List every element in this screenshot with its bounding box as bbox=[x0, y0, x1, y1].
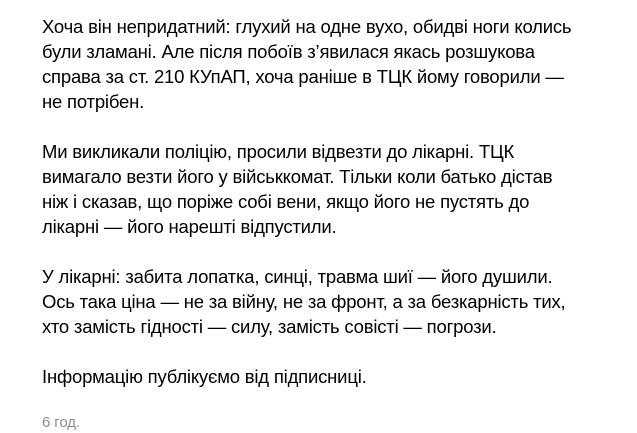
post-paragraph bbox=[42, 14, 617, 114]
post-text-line: ніж і сказав, що поріже собі вени, якщо його не пустять до bbox=[42, 191, 530, 212]
post-text-line: Інформацію публікуємо від підписниці. bbox=[42, 366, 367, 387]
post-text-line: Хоча він непридатний: глухий на одне вухо, обидві ноги колись bbox=[42, 16, 572, 37]
post-paragraph bbox=[42, 264, 617, 339]
post-text-line: лікарні — його нарешті відпустили. bbox=[42, 216, 337, 237]
post-text-line: справа за ст. 210 КУпАП, хоча раніше в ТЦК йому говорили — bbox=[42, 66, 564, 87]
post-text-line: не потрібен. bbox=[42, 91, 145, 112]
post-timestamp[interactable]: 6 год. bbox=[42, 414, 80, 431]
post-text-line: були зламані. Але після побоїв з’явилася якась розшукова bbox=[42, 41, 535, 62]
post-text-line: вимагало везти його у військкомат. Тільки коли батько дістав bbox=[42, 166, 553, 187]
post-text-line: Ми викликали поліцію, просили відвезти до лікарні. ТЦК bbox=[42, 141, 515, 162]
post-text bbox=[42, 14, 617, 389]
post-paragraph bbox=[42, 364, 617, 389]
post-paragraph bbox=[42, 139, 617, 239]
post-text-line: хто замість гідності — силу, замість совісті — погрози. bbox=[42, 316, 497, 337]
post-text-line: У лікарні: забита лопатка, синці, травма шиї — його душили. bbox=[42, 266, 553, 287]
post-text-line: Ось така ціна — не за війну, не за фронт, а за безкарність тих, bbox=[42, 291, 566, 312]
